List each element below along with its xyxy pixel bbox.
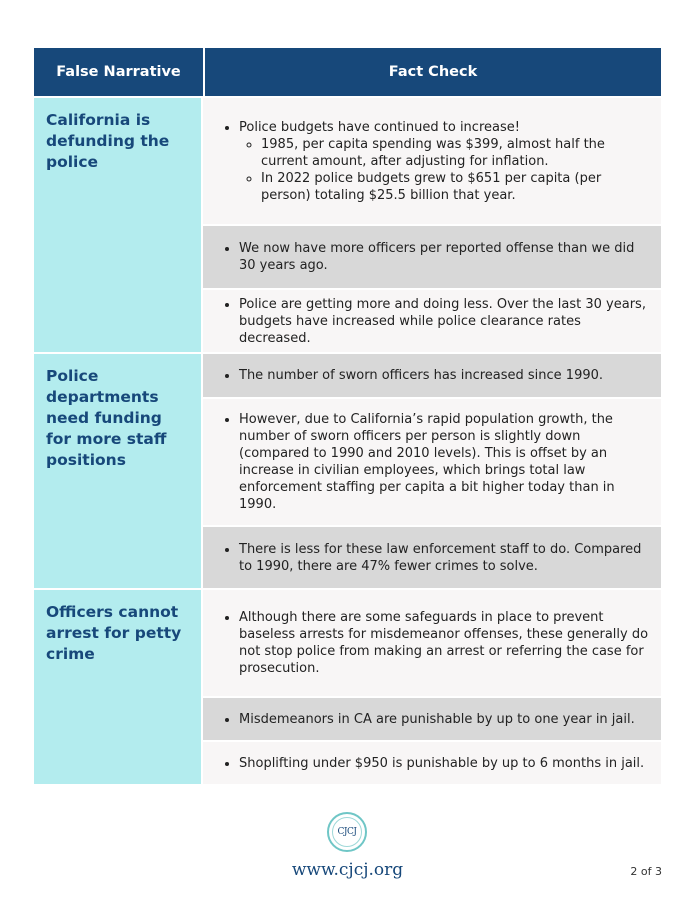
header-fact-check: Fact Check [388, 64, 478, 80]
fact-cell [203, 354, 661, 397]
fact-cell [203, 590, 661, 696]
fact-cell [203, 98, 661, 224]
cjcj-logo [327, 812, 367, 852]
fact-cell [203, 397, 661, 525]
fact-cell [203, 525, 661, 588]
header-false-narrative: False Narrative [34, 48, 205, 96]
table-header [34, 48, 661, 96]
fact-sub-bullet: ◦ 1985, per capita spending was $399, almost half the current amount, after adjusting for inflation. [261, 136, 649, 170]
fact-bullet: • The number of sworn officers has increased since 1990. [239, 367, 649, 384]
fact-bullet: • Misdemeanors in CA are punishable by up to one year in jail. [239, 711, 649, 728]
fact-bullet: • Shoplifting under $950 is punishable by up to 6 months in jail. [239, 755, 649, 772]
fact-check-table [34, 48, 661, 784]
table-row-group [34, 352, 661, 588]
fact-cell [203, 740, 661, 784]
page-number: 2 of 3 [630, 865, 662, 878]
narrative-cell: Police departments need funding for more staff positions [34, 354, 203, 588]
fact-cell [203, 696, 661, 740]
fact-cell [203, 224, 661, 288]
footer-url[interactable]: www.cjcj.org [291, 860, 404, 880]
fact-sub-bullet: ◦ In 2022 police budgets grew to $651 per capita (per person) totaling $25.5 billion that year. [261, 170, 649, 204]
table-row-group [34, 96, 661, 352]
cjcj-logo-text: CJCJ [332, 817, 362, 847]
fact-bullet: • Although there are some safeguards in place to prevent baseless arrests for misdemeanor offenses, these generally do not stop police from making an arrest or referring the case for prosecution. [239, 609, 649, 677]
fact-cell [203, 288, 661, 352]
narrative-cell: Officers cannot arrest for petty crime [34, 590, 203, 784]
fact-bullet: • Police budgets have continued to increase! ◦ 1985, per capita spending was $399, almost half the current amount, after adjusting for inflation. ◦ In 2022 police budgets grew to $651 per capita (per person) totaling $25.5 billion that year. [239, 119, 649, 204]
fact-bullet: • We now have more officers per reported offense than we did 30 years ago. [239, 240, 649, 274]
table-row-group [34, 588, 661, 784]
narrative-cell: California is defunding the police [34, 98, 203, 352]
fact-bullet: • However, due to California’s rapid population growth, the number of sworn officers per person is slightly down (compared to 1990 and 2010 levels). This is offset by an increase in civilian employees, which brings total law enforcement staffing per capita a bit higher today than in 1990. [239, 411, 649, 513]
fact-bullet: • There is less for these law enforcement staff to do. Compared to 1990, there are 47% fewer crimes to solve. [239, 541, 649, 575]
fact-bullet: • Police are getting more and doing less. Over the last 30 years, budgets have increased while police clearance rates decreased. [239, 296, 649, 347]
